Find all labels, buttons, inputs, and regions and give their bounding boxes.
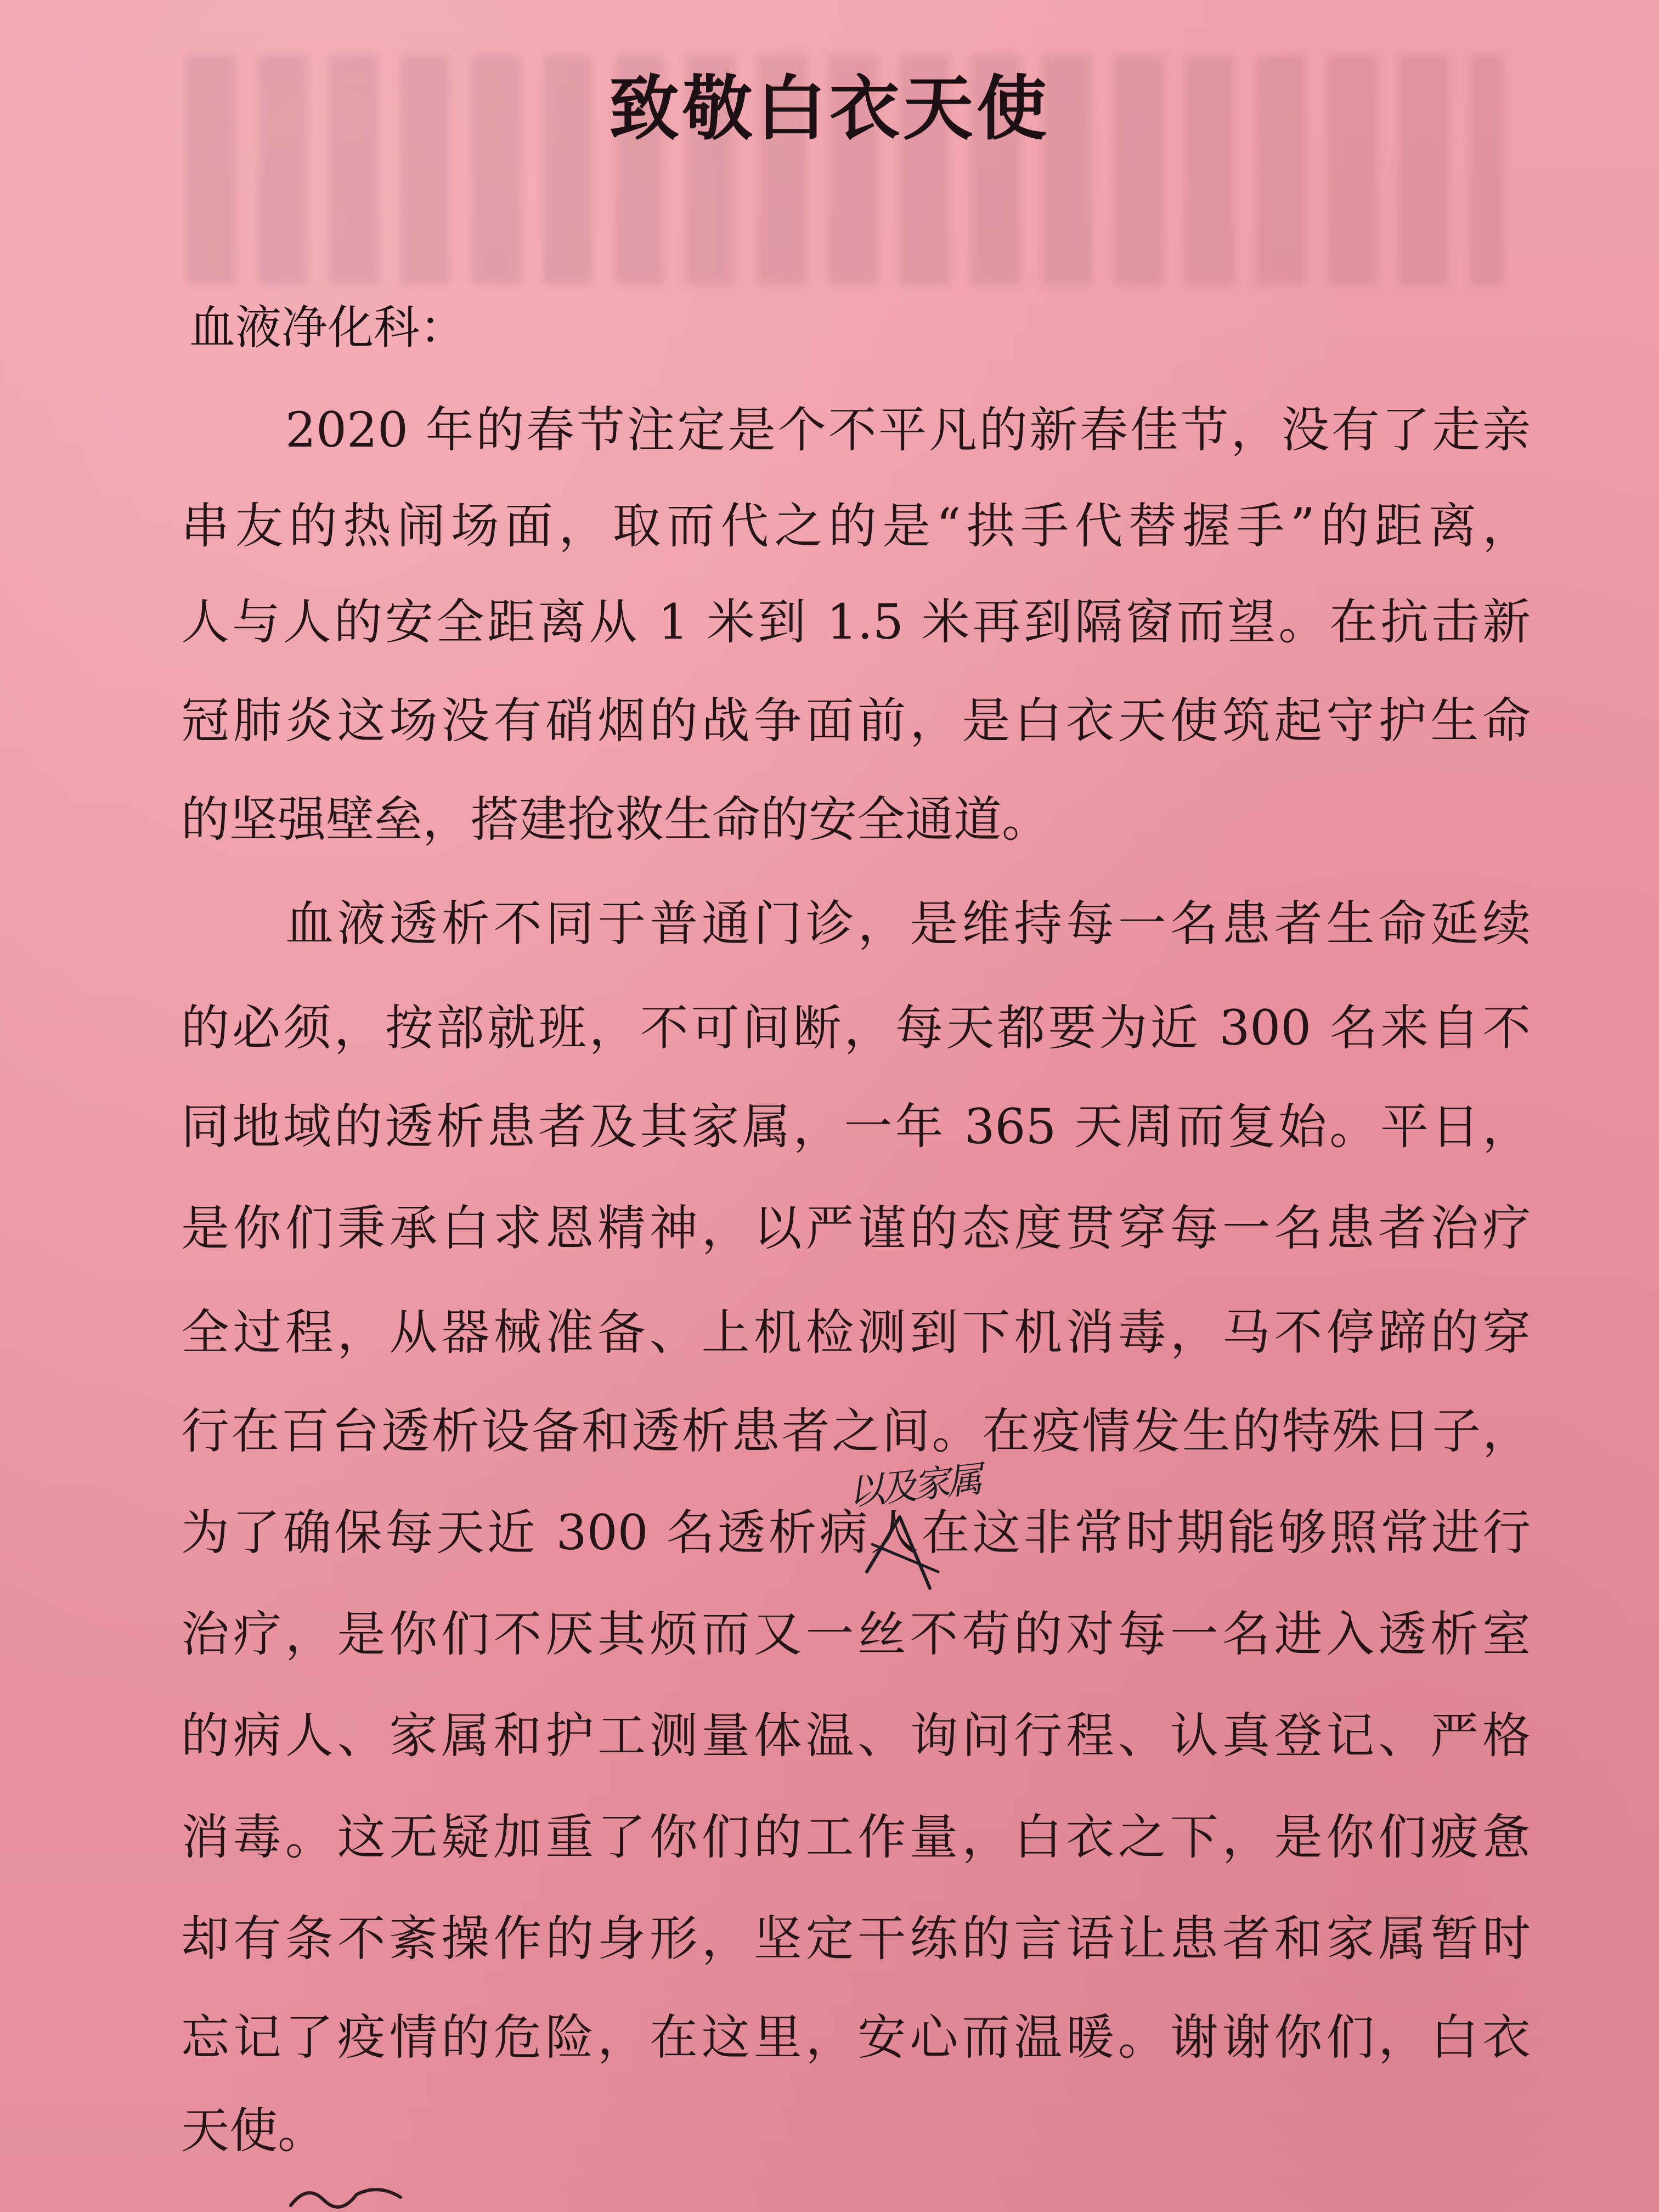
- paragraph-line: 的必须，按部就班，不可间断，每天都要为近 300 名来自不: [181, 1000, 1531, 1056]
- handwriting-fragment: [285, 2172, 417, 2212]
- paragraph-line: 的病人、家属和护工测量体温、询问行程、认真登记、严格: [181, 1707, 1531, 1764]
- paragraph-line: 为了确保每天近 300 名透析病人在这非常时期能够照常进行: [181, 1504, 1531, 1561]
- paragraph-line: 消毒。这无疑加重了你们的工作量，白衣之下，是你们疲惫: [181, 1809, 1531, 1865]
- paragraph-line: 天使。: [181, 2102, 326, 2159]
- paragraph-line: 全过程，从器械准备、上机检测到下机消毒，马不停蹄的穿: [181, 1304, 1531, 1361]
- paragraph-line: 2020 年的春节注定是个不平凡的新春佳节，没有了走亲: [285, 402, 1531, 458]
- paragraph-line: 是你们秉承白求恩精神，以严谨的态度贯穿每一名患者治疗: [181, 1200, 1531, 1256]
- paragraph-line: 治疗，是你们不厌其烦而又一丝不苟的对每一名进入透析室: [181, 1606, 1531, 1662]
- paragraph-line: 行在百台透析设备和透析患者之间。在疫情发生的特殊日子，: [181, 1403, 1531, 1459]
- paragraph-line: 冠肺炎这场没有硝烟的战争面前，是白衣天使筑起守护生命: [181, 692, 1531, 749]
- paragraph-line: 的坚强壁垒，搭建抢救生命的安全通道。: [181, 791, 1051, 848]
- paragraph-line: 人与人的安全距离从 1 米到 1.5 米再到隔窗而望。在抗击新: [181, 594, 1531, 650]
- paragraph-line: 串友的热闹场面，取而代之的是“拱手代替握手”的距离，: [181, 498, 1531, 554]
- insertion-caret-mark: [861, 1506, 944, 1594]
- paragraph-line: 同地域的透析患者及其家属，一年 365 天周而复始。平日，: [181, 1098, 1531, 1155]
- paragraph-line: 却有条不紊操作的身形，坚定干练的言语让患者和家属暂时: [181, 1910, 1531, 1967]
- salutation: 血液净化科：: [189, 301, 466, 354]
- paragraph-line: 血液透析不同于普通门诊，是维持每一名患者生命延续: [285, 895, 1531, 952]
- paragraph-line: 忘记了疫情的危险，在这里，安心而温暖。谢谢你们，白衣: [181, 2009, 1531, 2066]
- page-title: 致敬白衣天使: [608, 67, 1050, 150]
- handwritten-insertion: 以及家属: [846, 1458, 981, 1514]
